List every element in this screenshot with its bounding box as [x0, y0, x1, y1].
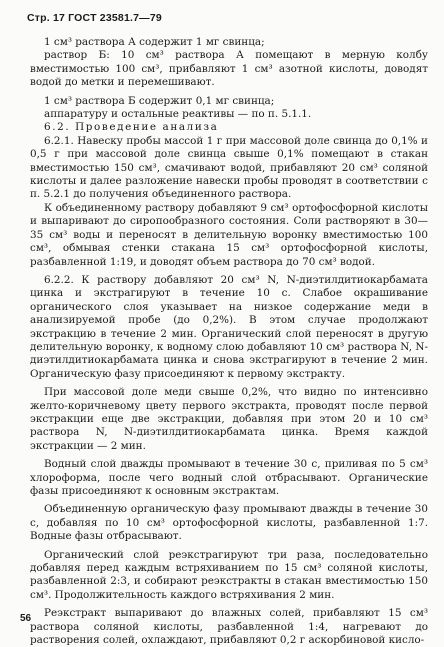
section-heading: 6.2. Проведение анализа: [44, 121, 219, 134]
paragraph: 1 см³ раствора Б содержит 0,1 мг свинца;: [44, 94, 275, 107]
running-header: Стр. 17 ГОСТ 23581.7—79: [27, 12, 162, 24]
paragraph: Объединенную органическую фазу промывают дважды в течение 30 с, добавляя по 10 см³ ортофосфорной кислоты, разбавленной 1:7. Водные фазы отбрасывают.: [30, 503, 428, 543]
paragraph: 6.2.2. К раствору добавляют 20 см³ N, N-диэтилдитиокарбамата цинка и экстрагируют в течение 10 с. Слабое окрашивание органического слоя указывает на низкое содержание меди в анализируемой пробе (до 0,2%). В этом случае продолжают экстракцию в течение 2 мин. Органический слой переносят в другую делительную воронку, к водному слою добавляют 10 см³ раствора N, N-диэтилдитиокарбамата цинка и снова экстрагируют в течение 2 мин. Органическую фазу присоединяют к первому экстракту.: [30, 273, 428, 380]
paragraph: 6.2.1. Навеску пробы массой 1 г при массовой доле свинца до 0,1% и 0,5 г при массовой доле свинца свыше 0,1% помещают в стакан вместимостью 150 см³, смачивают водой, прибавляют 20 см³ соляной кислоты и далее разложение навески пробы проводят в соответствии с п. 5.2.1 до получения объединенного раствора.: [30, 134, 428, 201]
paragraph: 1 см³ раствора А содержит 1 мг свинца;: [44, 36, 265, 48]
paragraph: Водный слой дважды промывают в течение 30 с, приливая по 5 см³ хлороформа, после чего водный слой отбрасывают. Органические фазы присоединяют к основным экстрактам.: [30, 458, 428, 497]
paragraph: аппаратуру и остальные реактивы — по п. 5.1.1.: [44, 108, 312, 121]
paragraph: раствор Б: 10 см³ раствора А помещают в мерную колбу вместимостью 100 см³, прибавляют 1 см³ азотной кислоты, доводят водой до метки и перемешивают.: [30, 49, 428, 89]
page-number: 56: [20, 613, 32, 624]
paragraph: Органический слой реэкстрагируют три раза, последовательно добавляя перед каждым встряхиванием по 15 см³ соляной кислоты, разбавленной 2:3, и собирают реэкстракты в стакан вместимостью 150 см³. Продолжительность каждого встряхивания 2 мин.: [30, 548, 428, 601]
paragraph: При массовой доле меди свыше 0,2%, что видно по интенсивно желто-коричневому цвету первого экстракта, проводят после первой экстракции еще две экстракции, добавляя при этом 20 и 10 см³ раствора N, N-диэтилдитиокарбамата цинка. Время каждой экстракции — 2 мин.: [30, 386, 428, 452]
paragraph: К объединенному раствору добавляют 9 см³ ортофосфорной кислоты и выпаривают до сиропообразного состояния. Соли растворяют в 30—35 см³ воды и переносят в делительную воронку вместимостью 100 см³, обмывая стенки стакана 15 см³ ортофосфорной кислоты, разбавленной 1:19, и доводят объем раствора до 70 см³ водой.: [30, 201, 428, 268]
paragraph: Реэкстракт выпаривают до влажных солей, прибавляют 15 см³ раствора соляной кислоты, разбавленной 1:4, нагревают до растворения солей, охлаждают, прибавляют 0,2 г аскорбиновой кисло-: [30, 607, 428, 647]
body-text: [30, 36, 428, 647]
